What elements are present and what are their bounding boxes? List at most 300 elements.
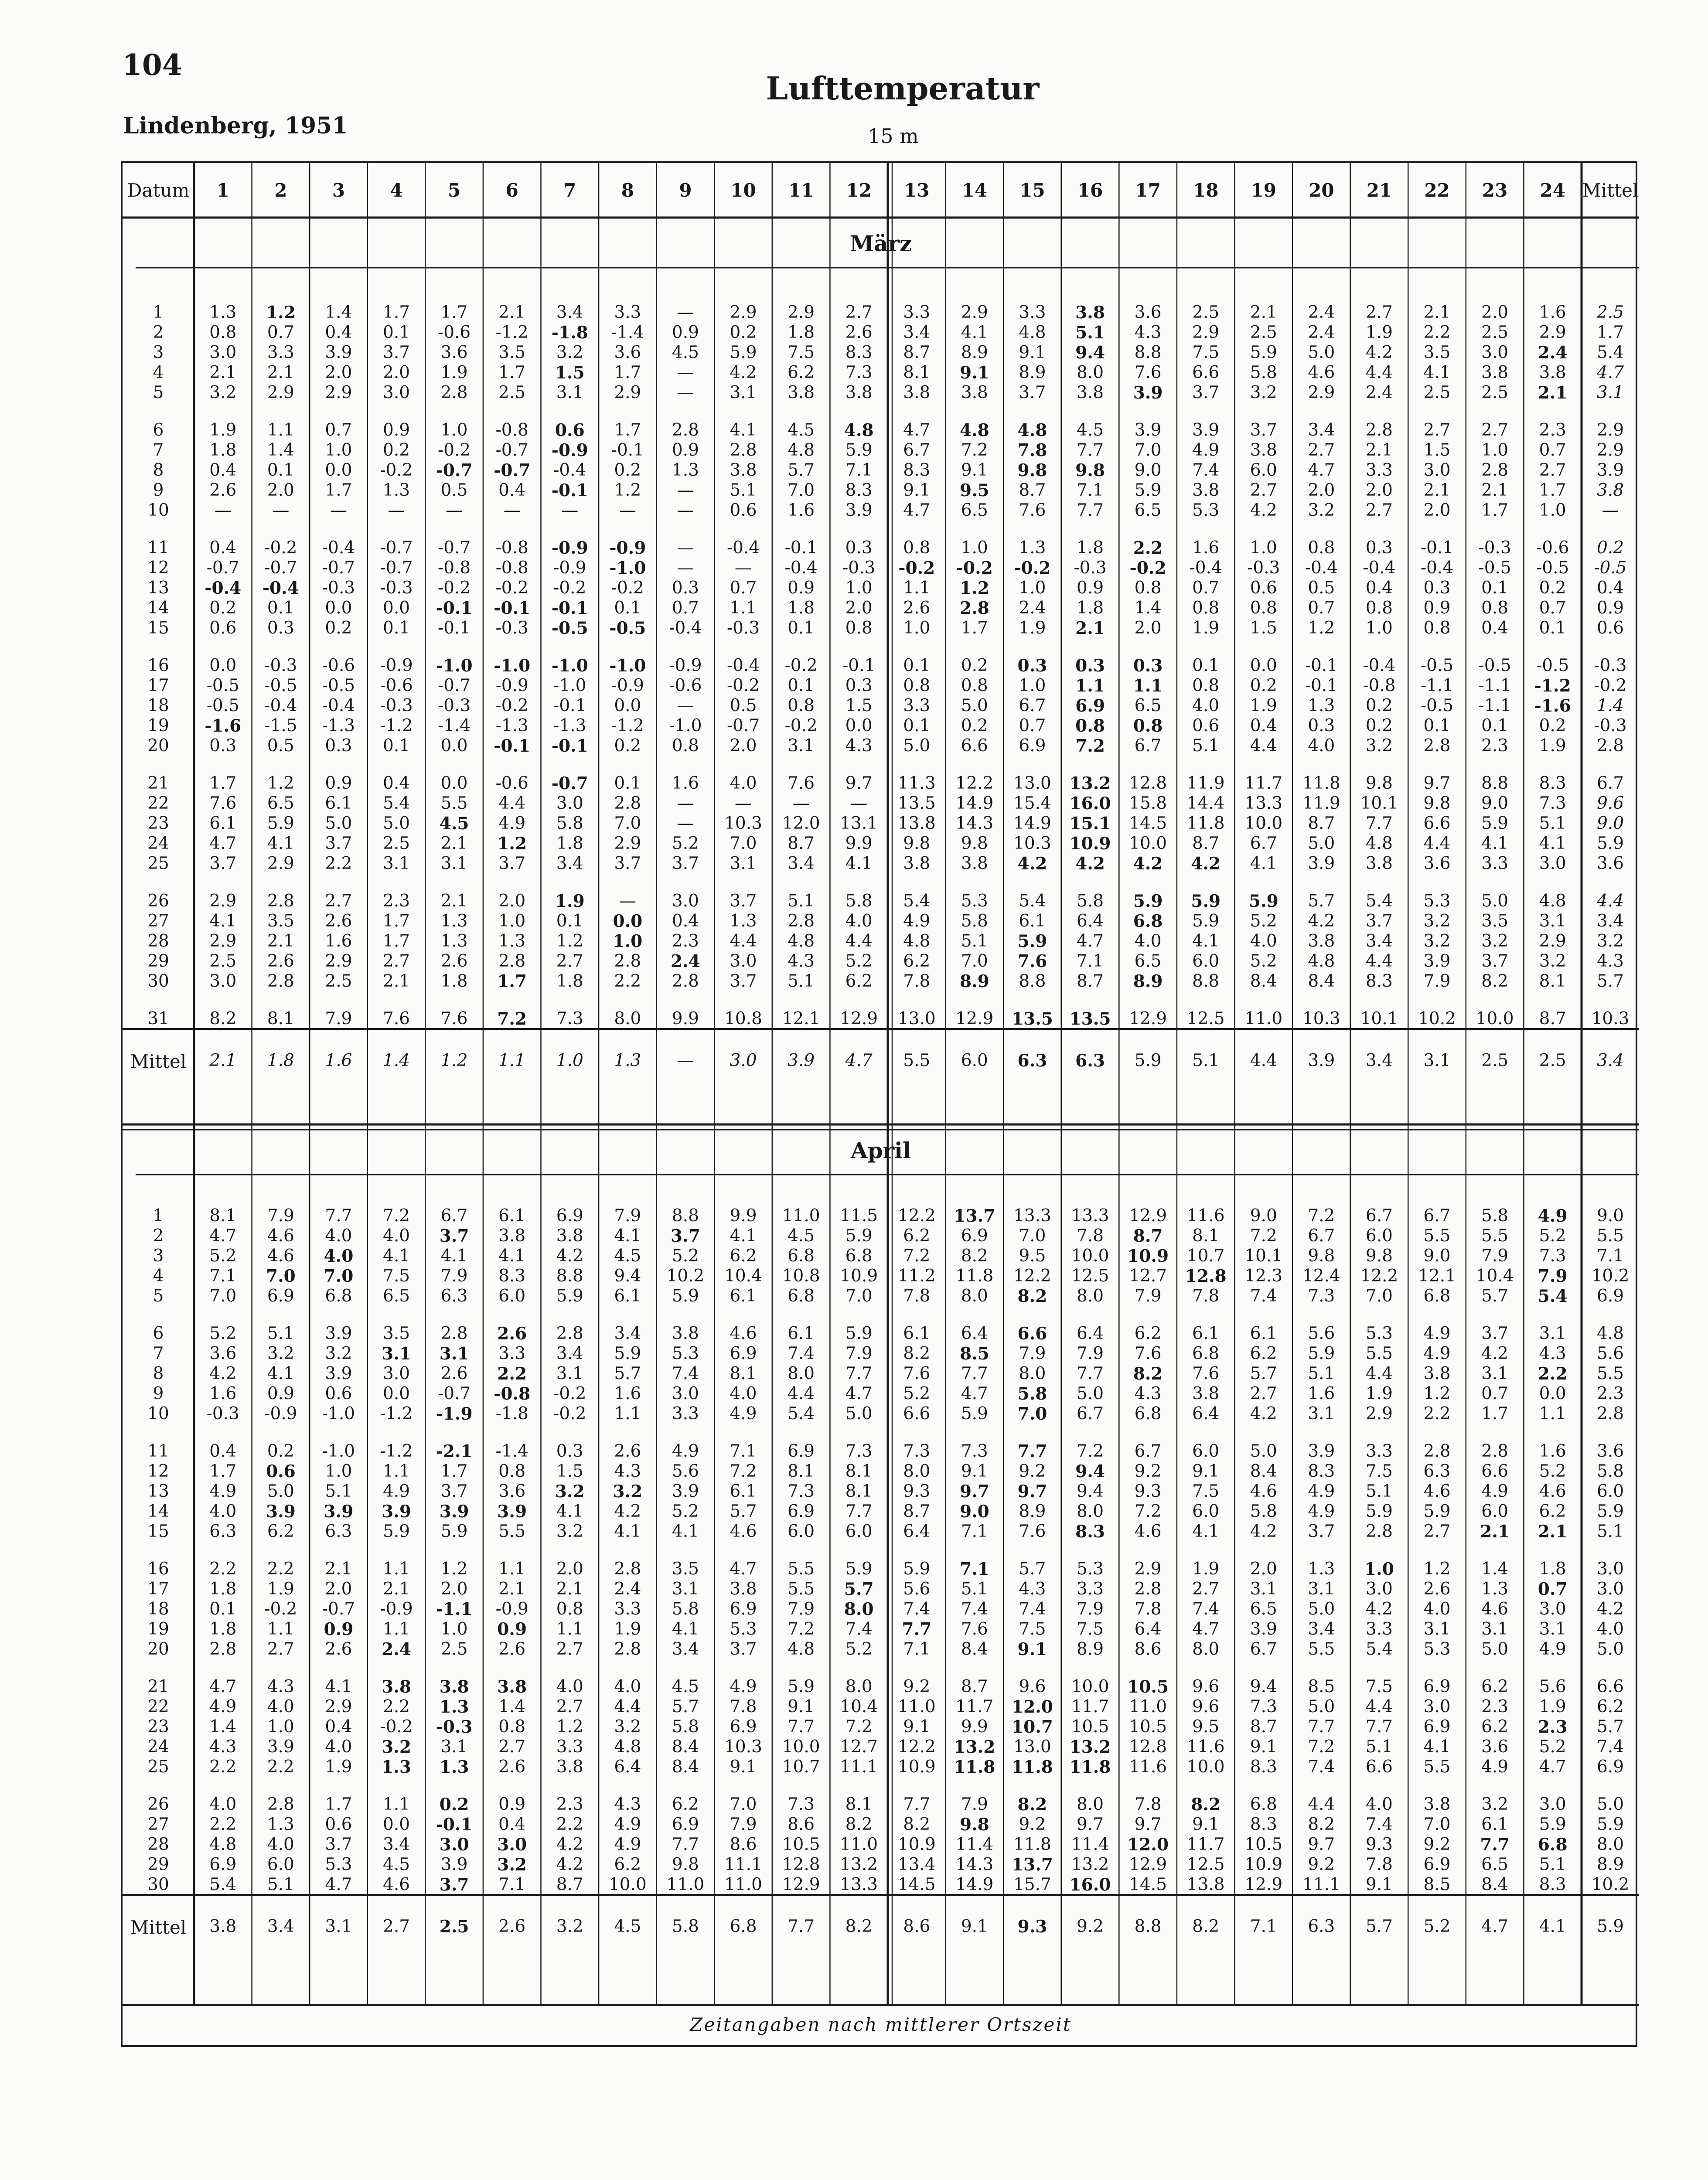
temperature-cell: 6.9 bbox=[1423, 1717, 1451, 1737]
temperature-cell: 2.2 bbox=[209, 1815, 237, 1834]
temperature-cell: 0.3 bbox=[672, 578, 699, 598]
table-row bbox=[123, 538, 1639, 559]
daily-mean-cell: 3.1 bbox=[1596, 383, 1624, 402]
temperature-cell: 6.5 bbox=[961, 501, 988, 520]
temperature-cell: — bbox=[677, 538, 694, 558]
temperature-cell: 6.9 bbox=[672, 1815, 699, 1834]
temperature-cell: 2.5 bbox=[1481, 323, 1509, 342]
temperature-cell: 0.4 bbox=[1365, 578, 1393, 598]
temperature-cell: 4.9 bbox=[614, 1815, 641, 1834]
temperature-cell: -1.3 bbox=[495, 716, 528, 736]
temperature-cell: 5.2 bbox=[209, 1246, 237, 1266]
temperature-cell: 4.1 bbox=[672, 1619, 699, 1639]
temperature-cell: 3.7 bbox=[1481, 951, 1509, 971]
temperature-cell: 2.0 bbox=[325, 363, 352, 382]
temperature-cell: -0.3 bbox=[1478, 538, 1511, 558]
temperature-cell: 3.8 bbox=[439, 1677, 469, 1697]
temperature-cell: 3.8 bbox=[1077, 383, 1104, 402]
temperature-cell: 6.9 bbox=[730, 1344, 757, 1363]
temperature-cell: 9.8 bbox=[1017, 460, 1047, 480]
table-row bbox=[123, 1482, 1639, 1502]
temperature-cell: 7.2 bbox=[1075, 736, 1105, 756]
temperature-cell: 3.8 bbox=[903, 383, 931, 402]
daily-mean-cell: 2.9 bbox=[1596, 440, 1624, 460]
temperature-cell: 7.0 bbox=[614, 814, 641, 833]
mean-row bbox=[123, 1051, 1639, 1072]
table-row bbox=[123, 1441, 1639, 1462]
day-cell: 18 bbox=[147, 1599, 169, 1619]
temperature-cell: -1.6 bbox=[205, 716, 242, 736]
temperature-cell: 6.8 bbox=[845, 1246, 873, 1266]
temperature-cell: 11.8 bbox=[954, 1757, 995, 1777]
temperature-cell: 3.6 bbox=[1423, 854, 1451, 873]
table-row bbox=[123, 1835, 1639, 1856]
temperature-cell: 2.8 bbox=[1423, 736, 1451, 756]
temperature-cell: 4.6 bbox=[730, 1522, 757, 1541]
temperature-cell: 3.9 bbox=[266, 1502, 296, 1522]
temperature-cell: 1.1 bbox=[498, 1559, 526, 1579]
temperature-cell: 11.0 bbox=[1129, 1697, 1167, 1717]
temperature-cell: 1.9 bbox=[209, 420, 237, 440]
temperature-cell: 12.1 bbox=[1418, 1266, 1456, 1286]
temperature-cell: -0.2 bbox=[726, 676, 760, 695]
temperature-cell: 3.7 bbox=[439, 1875, 469, 1895]
temperature-cell: 0.0 bbox=[383, 1384, 410, 1403]
temperature-cell: 7.1 bbox=[1077, 951, 1104, 971]
day-cell: 11 bbox=[147, 538, 169, 558]
daily-mean-cell: 1.7 bbox=[1596, 323, 1624, 342]
temperature-cell: 3.9 bbox=[497, 1502, 527, 1522]
daily-mean-cell: 5.1 bbox=[1596, 1522, 1624, 1541]
temperature-cell: -0.9 bbox=[551, 440, 588, 460]
temperature-cell: 4.4 bbox=[1365, 1364, 1393, 1383]
temperature-cell: 2.8 bbox=[672, 971, 699, 991]
temperature-cell: — bbox=[677, 558, 694, 578]
temperature-cell: 5.2 bbox=[672, 834, 699, 853]
temperature-cell: 4.7 bbox=[845, 1384, 873, 1403]
temperature-cell: -0.2 bbox=[611, 578, 644, 598]
daily-mean-cell: 4.4 bbox=[1596, 891, 1624, 911]
temperature-cell: 2.3 bbox=[383, 891, 410, 911]
temperature-cell: — bbox=[677, 696, 694, 715]
temperature-cell: 5.2 bbox=[903, 1384, 931, 1403]
day-cell: 21 bbox=[147, 1677, 169, 1696]
temperature-cell: 3.1 bbox=[1539, 911, 1566, 931]
temperature-cell: 3.2 bbox=[267, 1344, 294, 1363]
temperature-cell: 1.0 bbox=[1250, 538, 1277, 558]
temperature-cell: 8.2 bbox=[209, 1009, 237, 1029]
temperature-cell: -0.2 bbox=[956, 558, 993, 578]
temperature-cell: 4.6 bbox=[267, 1246, 294, 1266]
temperature-cell: -0.1 bbox=[438, 618, 471, 638]
temperature-cell: 5.6 bbox=[672, 1461, 699, 1481]
temperature-cell: 0.8 bbox=[498, 1461, 526, 1481]
temperature-cell: 0.1 bbox=[614, 773, 641, 793]
temperature-cell: -0.4 bbox=[322, 538, 355, 558]
temperature-cell: 1.2 bbox=[1423, 1384, 1451, 1403]
table-row bbox=[123, 1364, 1639, 1385]
daily-mean-cell: 7.1 bbox=[1596, 1246, 1624, 1266]
temperature-cell: 1.9 bbox=[440, 363, 468, 382]
temperature-cell: 0.3 bbox=[845, 676, 873, 695]
temperature-cell: 8.0 bbox=[614, 1009, 641, 1029]
temperature-cell: 11.8 bbox=[1011, 1757, 1053, 1777]
temperature-cell: 6.2 bbox=[267, 1522, 294, 1541]
temperature-cell: 1.3 bbox=[1308, 696, 1335, 715]
temperature-cell: 0.1 bbox=[383, 618, 410, 638]
temperature-cell: -0.4 bbox=[322, 696, 355, 715]
temperature-cell: 0.6 bbox=[730, 501, 757, 520]
temperature-cell: 8.0 bbox=[961, 1286, 988, 1306]
temperature-cell: 10.9 bbox=[897, 1757, 936, 1777]
temperature-cell: 7.8 bbox=[1134, 1795, 1162, 1814]
temperature-cell: 6.2 bbox=[845, 971, 873, 991]
temperature-cell: 4.7 bbox=[730, 1559, 757, 1579]
temperature-cell: -0.7 bbox=[726, 716, 760, 736]
temperature-cell: 10.9 bbox=[1069, 834, 1111, 854]
temperature-cell: 4.1 bbox=[730, 1226, 757, 1246]
temperature-cell: 0.8 bbox=[1423, 618, 1451, 638]
temperature-cell: 3.0 bbox=[1539, 854, 1566, 873]
temperature-cell: -0.7 bbox=[322, 558, 355, 578]
daily-mean-cell: -0.3 bbox=[1594, 656, 1627, 675]
table-row bbox=[123, 716, 1639, 737]
table-row bbox=[123, 1757, 1639, 1778]
temperature-cell: 8.4 bbox=[672, 1737, 699, 1757]
temperature-cell: -0.2 bbox=[1129, 558, 1166, 578]
temperature-cell: 2.1 bbox=[440, 891, 468, 911]
temperature-cell: 1.7 bbox=[1481, 1404, 1509, 1424]
temperature-cell: 2.3 bbox=[1538, 1717, 1568, 1737]
temperature-cell: 10.0 bbox=[1071, 1246, 1109, 1266]
temperature-cell: 7.4 bbox=[845, 1619, 873, 1639]
temperature-cell: 6.3 bbox=[1423, 1461, 1451, 1481]
temperature-cell: 1.8 bbox=[267, 1051, 294, 1070]
temperature-cell: 7.6 bbox=[903, 1364, 931, 1383]
temperature-cell: 11.0 bbox=[897, 1697, 936, 1717]
temperature-cell: 9.0 bbox=[1134, 460, 1162, 480]
day-cell: 31 bbox=[147, 1009, 169, 1029]
day-cell: 11 bbox=[147, 1441, 169, 1461]
temperature-cell: 0.5 bbox=[440, 480, 468, 500]
temperature-cell: 12.2 bbox=[1360, 1266, 1398, 1286]
day-cell: 17 bbox=[147, 1579, 169, 1599]
day-cell: 9 bbox=[153, 1384, 164, 1403]
temperature-cell: 1.0 bbox=[440, 1619, 468, 1639]
temperature-cell: 4.8 bbox=[959, 420, 989, 440]
temperature-cell: 2.5 bbox=[325, 971, 352, 991]
temperature-cell: 6.8 bbox=[1134, 1404, 1162, 1424]
temperature-cell: -0.3 bbox=[436, 1717, 473, 1737]
temperature-cell: 3.3 bbox=[1019, 303, 1046, 322]
temperature-cell: 4.9 bbox=[383, 1482, 410, 1501]
temperature-cell: 2.1 bbox=[1423, 480, 1451, 500]
temperature-cell: 3.1 bbox=[382, 1344, 411, 1364]
temperature-cell: 5.0 bbox=[1308, 834, 1335, 853]
temperature-cell: 2.9 bbox=[325, 383, 352, 402]
mean-label: Mittel bbox=[130, 1051, 187, 1072]
temperature-cell: 1.3 bbox=[382, 1757, 411, 1777]
temperature-cell: 13.8 bbox=[897, 814, 936, 833]
temperature-cell: 2.0 bbox=[267, 480, 294, 500]
temperature-cell: 4.2 bbox=[1365, 343, 1393, 362]
temperature-cell: 7.9 bbox=[325, 1009, 352, 1029]
temperature-cell: 12.8 bbox=[1129, 773, 1167, 793]
day-cell: 21 bbox=[147, 773, 169, 793]
temperature-cell: 7.7 bbox=[961, 1364, 988, 1383]
temperature-cell: 4.9 bbox=[730, 1404, 757, 1424]
temperature-cell: 9.9 bbox=[730, 1206, 757, 1226]
temperature-cell: 5.4 bbox=[1538, 1286, 1568, 1306]
temperature-cell: — bbox=[272, 501, 290, 520]
temperature-cell: 3.2 bbox=[1423, 911, 1451, 931]
temperature-cell: 7.2 bbox=[903, 1246, 931, 1266]
temperature-cell: 3.1 bbox=[730, 383, 757, 402]
temperature-cell: 8.9 bbox=[1019, 363, 1046, 382]
temperature-cell: 3.9 bbox=[1192, 420, 1220, 440]
temperature-cell: 8.8 bbox=[1481, 773, 1509, 793]
temperature-cell: 2.7 bbox=[1481, 420, 1509, 440]
temperature-cell: 2.9 bbox=[267, 383, 294, 402]
temperature-cell: 3.0 bbox=[209, 971, 237, 991]
temperature-cell: 10.1 bbox=[1360, 794, 1398, 813]
temperature-cell: 8.1 bbox=[845, 1461, 873, 1481]
temperature-cell: 1.1 bbox=[614, 1404, 641, 1424]
temperature-cell: 3.6 bbox=[498, 1482, 526, 1501]
day-cell: 12 bbox=[147, 1461, 169, 1481]
header-hour: 6 bbox=[505, 180, 518, 201]
temperature-cell: 0.1 bbox=[1481, 578, 1509, 598]
temperature-cell: 1.6 bbox=[325, 1051, 352, 1070]
table-row bbox=[123, 1697, 1639, 1718]
temperature-cell: 2.8 bbox=[267, 891, 294, 911]
temperature-cell: 6.9 bbox=[961, 1226, 988, 1246]
day-cell: 26 bbox=[147, 891, 169, 911]
temperature-cell: 10.9 bbox=[840, 1266, 878, 1286]
temperature-cell: 4.7 bbox=[845, 1051, 873, 1070]
temperature-cell: 9.9 bbox=[845, 834, 873, 853]
temperature-cell: 0.2 bbox=[614, 460, 641, 480]
temperature-cell: 3.8 bbox=[1423, 1364, 1451, 1383]
temperature-cell: 4.3 bbox=[614, 1795, 641, 1814]
temperature-cell: 3.0 bbox=[1423, 460, 1451, 480]
temperature-cell: 2.6 bbox=[497, 1324, 527, 1344]
temperature-cell: 11.0 bbox=[782, 1206, 820, 1226]
temperature-cell: 1.8 bbox=[788, 323, 815, 342]
day-cell: 29 bbox=[147, 1855, 169, 1874]
temperature-cell: 8.7 bbox=[556, 1875, 583, 1894]
temperature-cell: 3.7 bbox=[383, 343, 410, 362]
temperature-cell: 10.7 bbox=[1011, 1717, 1053, 1737]
temperature-cell: — bbox=[677, 480, 694, 500]
temperature-cell: 4.9 bbox=[672, 1441, 699, 1461]
temperature-cell: 1.0 bbox=[267, 1717, 294, 1737]
temperature-cell: 0.9 bbox=[672, 440, 699, 460]
temperature-cell: 9.7 bbox=[1134, 1815, 1162, 1834]
temperature-cell: 3.3 bbox=[267, 343, 294, 362]
temperature-cell: 10.0 bbox=[1476, 1009, 1514, 1029]
temperature-cell: 1.7 bbox=[497, 971, 527, 991]
day-cell: 7 bbox=[153, 1344, 164, 1363]
temperature-cell: 6.6 bbox=[1017, 1324, 1047, 1344]
header-hour: 5 bbox=[448, 180, 461, 201]
temperature-cell: 0.7 bbox=[1308, 598, 1335, 618]
day-cell: 15 bbox=[147, 1522, 169, 1541]
temperature-cell: 2.7 bbox=[1250, 480, 1277, 500]
temperature-cell: 12.2 bbox=[955, 773, 994, 793]
temperature-cell: 3.6 bbox=[209, 1344, 237, 1363]
temperature-cell: 4.1 bbox=[209, 911, 237, 931]
temperature-cell: 2.5 bbox=[498, 383, 526, 402]
temperature-cell: 3.3 bbox=[1365, 1441, 1393, 1461]
temperature-cell: 7.2 bbox=[788, 1619, 815, 1639]
temperature-cell: 12.8 bbox=[1185, 1266, 1227, 1286]
temperature-cell: 6.1 bbox=[209, 814, 237, 833]
daily-mean-cell: 10.2 bbox=[1591, 1266, 1630, 1286]
temperature-cell: 7.1 bbox=[1077, 480, 1104, 500]
temperature-cell: 7.6 bbox=[1019, 501, 1046, 520]
temperature-cell: 1.7 bbox=[498, 363, 526, 382]
temperature-cell: 11.7 bbox=[1244, 773, 1283, 793]
temperature-cell: 5.8 bbox=[556, 814, 583, 833]
temperature-cell: 6.2 bbox=[788, 363, 815, 382]
header-hour: 11 bbox=[788, 180, 814, 201]
temperature-cell: 6.2 bbox=[730, 1246, 757, 1266]
temperature-cell: 3.3 bbox=[498, 1344, 526, 1363]
temperature-cell: 5.1 bbox=[267, 1324, 294, 1343]
temperature-cell: -0.2 bbox=[553, 1404, 586, 1424]
temperature-cell: 3.1 bbox=[672, 1579, 699, 1599]
temperature-cell: 2.6 bbox=[845, 323, 873, 342]
temperature-cell: 3.5 bbox=[267, 911, 294, 931]
temperature-cell: 3.3 bbox=[1365, 460, 1393, 480]
temperature-cell: -0.2 bbox=[553, 1384, 586, 1403]
temperature-cell: 2.8 bbox=[614, 1639, 641, 1659]
temperature-cell: 2.9 bbox=[614, 834, 641, 853]
temperature-cell: 0.1 bbox=[267, 598, 294, 618]
temperature-cell: 6.9 bbox=[556, 1206, 583, 1226]
temperature-cell: 3.1 bbox=[383, 854, 410, 873]
temperature-cell: 2.8 bbox=[1365, 1522, 1393, 1541]
temperature-cell: — bbox=[677, 303, 694, 322]
page-title: Lufttemperatur bbox=[766, 70, 1040, 107]
temperature-cell: 10.1 bbox=[1244, 1246, 1283, 1266]
header-hour: 12 bbox=[846, 180, 872, 201]
temperature-cell: 1.1 bbox=[556, 1619, 583, 1639]
temperature-cell: -1.0 bbox=[436, 656, 473, 676]
temperature-cell: 3.4 bbox=[267, 1917, 294, 1936]
temperature-cell: 4.7 bbox=[961, 1384, 988, 1403]
temperature-cell: 0.8 bbox=[961, 676, 988, 695]
temperature-cell: -0.4 bbox=[262, 578, 299, 598]
temperature-cell: 2.1 bbox=[325, 1559, 352, 1579]
header-hour: 19 bbox=[1251, 180, 1277, 201]
temperature-cell: 11.0 bbox=[666, 1875, 705, 1894]
temperature-cell: 2.8 bbox=[1134, 1579, 1162, 1599]
temperature-cell: 6.8 bbox=[1133, 911, 1163, 931]
temperature-cell: 8.1 bbox=[730, 1364, 757, 1383]
temperature-cell: 2.8 bbox=[267, 971, 294, 991]
temperature-cell: 2.1 bbox=[556, 1579, 583, 1599]
temperature-cell: 6.5 bbox=[1134, 501, 1162, 520]
temperature-cell: 0.2 bbox=[1539, 578, 1566, 598]
table-row bbox=[123, 420, 1639, 441]
temperature-cell: 4.2 bbox=[1481, 1344, 1509, 1363]
temperature-cell: 8.9 bbox=[1133, 971, 1163, 991]
temperature-cell: 13.5 bbox=[897, 794, 936, 813]
temperature-cell: 4.8 bbox=[1365, 834, 1393, 853]
temperature-cell: 10.5 bbox=[1071, 1717, 1109, 1737]
temperature-cell: 6.6 bbox=[1365, 1757, 1393, 1777]
table-row bbox=[123, 1206, 1639, 1227]
temperature-cell: 3.8 bbox=[845, 383, 873, 402]
temperature-cell: 2.9 bbox=[1134, 1559, 1162, 1579]
temperature-cell: 10.4 bbox=[1476, 1266, 1514, 1286]
temperature-cell: 5.4 bbox=[383, 794, 410, 813]
temperature-cell: 0.3 bbox=[1423, 578, 1451, 598]
temperature-cell: 5.9 bbox=[383, 1522, 410, 1541]
temperature-cell: 9.2 bbox=[903, 1677, 931, 1696]
temperature-cell: 4.1 bbox=[267, 834, 294, 853]
temperature-cell: 6.6 bbox=[961, 736, 988, 756]
temperature-cell: 5.9 bbox=[1134, 1051, 1162, 1070]
day-cell: 13 bbox=[147, 578, 169, 598]
temperature-cell: 1.6 bbox=[672, 773, 699, 793]
header-hour: 7 bbox=[563, 180, 576, 201]
temperature-cell: 0.3 bbox=[209, 736, 237, 756]
temperature-cell: 6.4 bbox=[1077, 1324, 1104, 1343]
temperature-cell: 9.8 bbox=[1423, 794, 1451, 813]
temperature-cell: -0.1 bbox=[494, 598, 531, 618]
temperature-cell: 4.1 bbox=[1192, 931, 1220, 951]
temperature-cell: 0.1 bbox=[383, 736, 410, 756]
day-cell: 24 bbox=[147, 834, 169, 853]
temperature-cell: 1.7 bbox=[1481, 501, 1509, 520]
temperature-cell: -0.5 bbox=[551, 618, 588, 638]
temperature-cell: 2.2 bbox=[1133, 538, 1163, 558]
table-row bbox=[123, 323, 1639, 344]
temperature-cell: 3.7 bbox=[1308, 1522, 1335, 1541]
temperature-cell: 7.8 bbox=[1017, 440, 1047, 460]
temperature-cell: 6.8 bbox=[788, 1286, 815, 1306]
daily-mean-cell: 3.0 bbox=[1596, 1579, 1624, 1599]
temperature-cell: 1.3 bbox=[614, 1051, 641, 1070]
temperature-cell: 4.0 bbox=[325, 1737, 352, 1757]
day-cell: 17 bbox=[147, 676, 169, 695]
temperature-cell: 6.5 bbox=[1250, 1599, 1277, 1619]
temperature-cell: 3.8 bbox=[556, 1757, 583, 1777]
temperature-cell: 13.0 bbox=[1013, 773, 1051, 793]
temperature-cell: 3.2 bbox=[325, 1344, 352, 1363]
temperature-cell: 0.2 bbox=[614, 736, 641, 756]
temperature-cell: 3.1 bbox=[440, 854, 468, 873]
temperature-cell: 13.3 bbox=[1013, 1206, 1051, 1226]
temperature-cell: 1.9 bbox=[267, 1579, 294, 1599]
temperature-cell: 1.3 bbox=[1481, 1579, 1509, 1599]
temperature-cell: 4.0 bbox=[383, 1226, 410, 1246]
temperature-cell: 0.2 bbox=[1365, 716, 1393, 736]
temperature-cell: 8.6 bbox=[1134, 1639, 1162, 1659]
temperature-cell: 0.2 bbox=[1365, 696, 1393, 715]
temperature-cell: 9.1 bbox=[1192, 1461, 1220, 1481]
table-row bbox=[123, 1461, 1639, 1482]
temperature-cell: 3.4 bbox=[383, 1835, 410, 1854]
day-cell: 23 bbox=[147, 814, 169, 833]
temperature-cell: 5.4 bbox=[1365, 1639, 1393, 1659]
table-row bbox=[123, 1522, 1639, 1543]
temperature-cell: 2.0 bbox=[730, 736, 757, 756]
temperature-cell: 3.7 bbox=[1481, 1324, 1509, 1343]
